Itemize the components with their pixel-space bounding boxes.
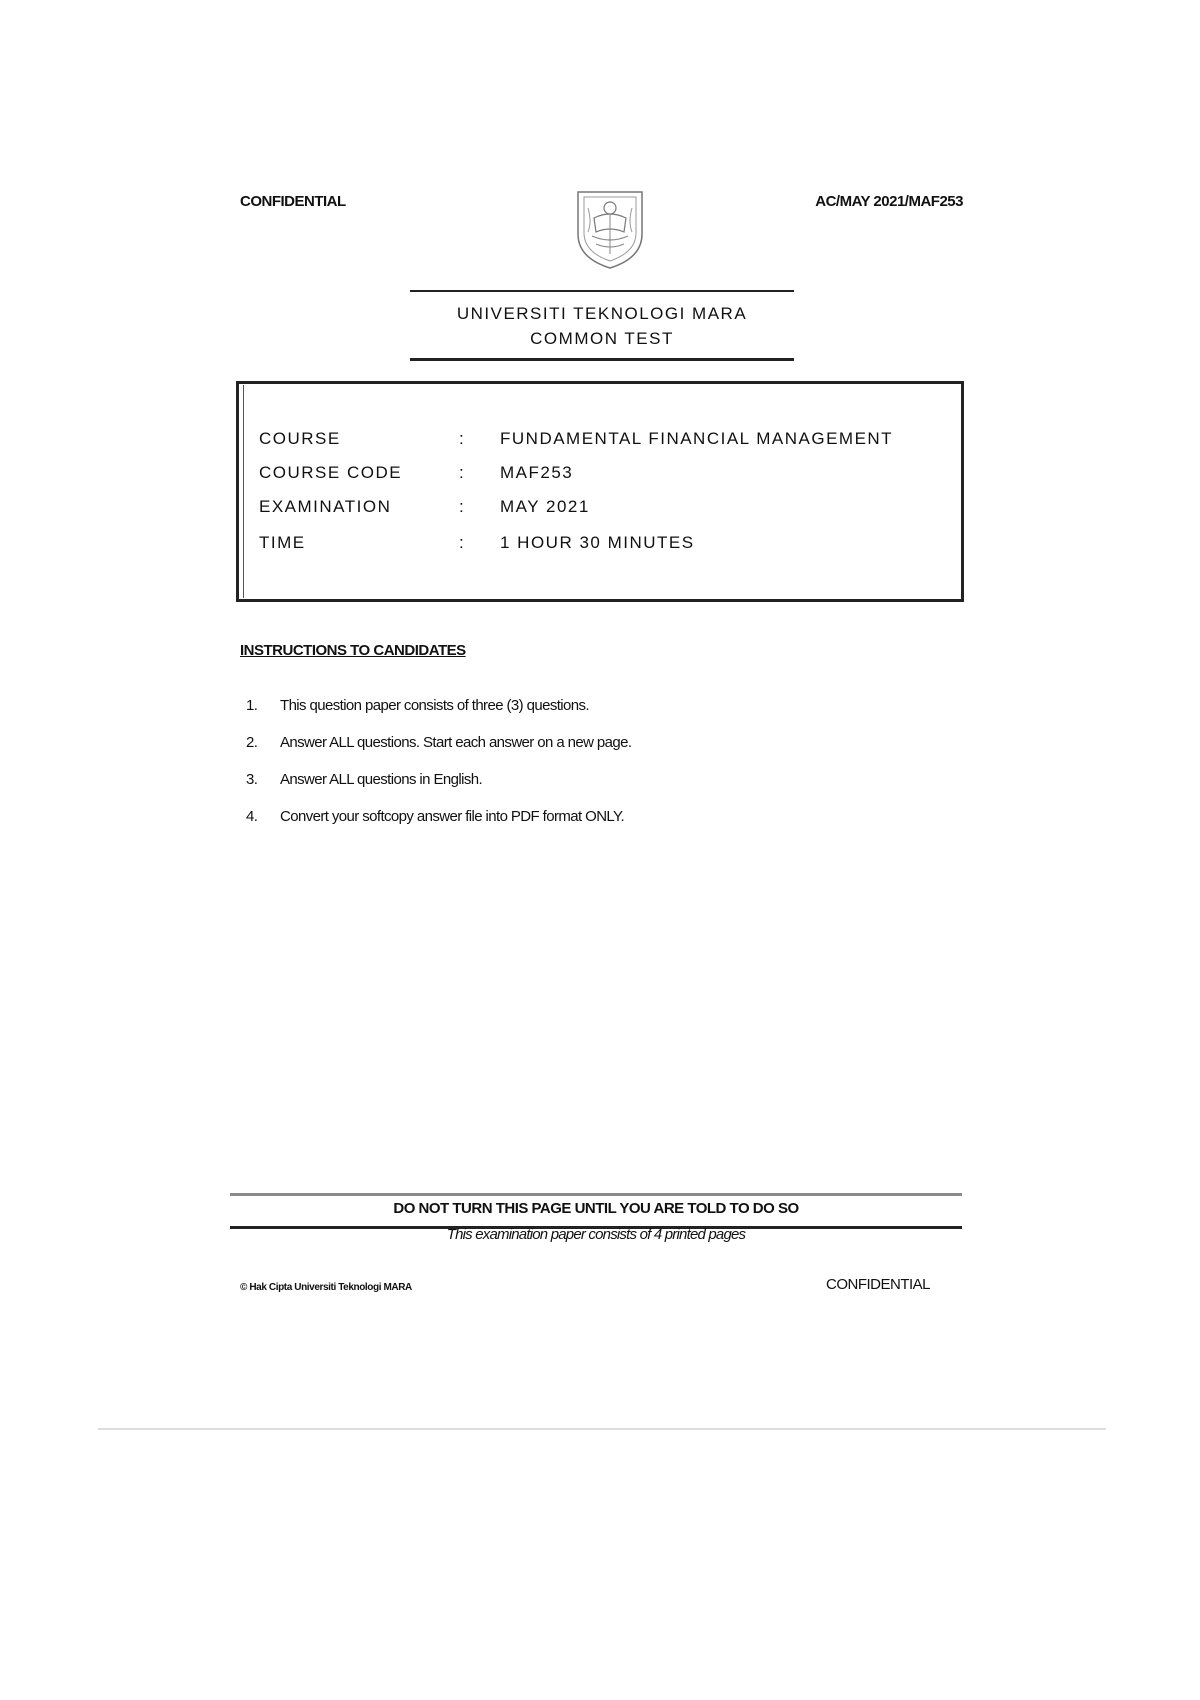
footer-rule-top: [230, 1193, 962, 1196]
course-info-box: [236, 381, 964, 602]
university-name: UNIVERSITI TEKNOLOGI MARA: [456, 304, 748, 323]
instruction-number: 1.: [246, 697, 258, 714]
course-separator: :: [459, 429, 466, 448]
time-row: [259, 533, 949, 561]
instruction-item: [246, 734, 946, 756]
title-rule-top: [410, 290, 794, 292]
university-title-block: [410, 301, 794, 351]
university-crest-icon: [574, 188, 646, 272]
instruction-text: Answer ALL questions. Start each answer on a new page.: [280, 734, 632, 751]
course-row: [259, 429, 949, 457]
instruction-text: Convert your softcopy answer file into PDF format ONLY.: [280, 808, 625, 825]
test-type: COMMON TEST: [530, 329, 674, 348]
copyright-notice: © Hak Cipta Universiti Teknologi MARA: [240, 1282, 412, 1293]
time-value: 1 HOUR 30 MINUTES: [500, 533, 695, 552]
instruction-number: 4.: [246, 808, 258, 825]
examination-row: [259, 497, 949, 525]
footer-pages-note: This examination paper consists of 4 printed pages: [446, 1226, 746, 1243]
examination-label: EXAMINATION: [259, 497, 392, 516]
course-info-box-inner-line: [243, 385, 244, 598]
instruction-number: 3.: [246, 771, 258, 788]
instruction-text: This question paper consists of three (3) questions.: [280, 697, 589, 714]
instruction-number: 2.: [246, 734, 258, 751]
footer-warning: DO NOT TURN THIS PAGE UNTIL YOU ARE TOLD TO DO SO: [393, 1200, 799, 1217]
course-label: COURSE: [259, 429, 341, 448]
course-code-value: MAF253: [500, 463, 574, 482]
footer-confidential: CONFIDENTIAL: [825, 1276, 930, 1293]
instruction-item: [246, 808, 946, 830]
course-code-separator: :: [459, 463, 466, 482]
page-divider: [98, 1428, 1106, 1430]
header-confidential: CONFIDENTIAL: [240, 193, 346, 210]
instructions-heading: INSTRUCTIONS TO CANDIDATES: [240, 642, 466, 659]
course-code-label: COURSE CODE: [259, 463, 403, 482]
title-rule-bottom: [410, 358, 794, 361]
course-code-row: [259, 463, 949, 491]
instruction-item: [246, 771, 946, 793]
instruction-item: [246, 697, 946, 719]
time-separator: :: [459, 533, 466, 552]
instruction-text: Answer ALL questions in English.: [280, 771, 483, 788]
examination-separator: :: [459, 497, 466, 516]
time-label: TIME: [259, 533, 306, 552]
course-value: FUNDAMENTAL FINANCIAL MANAGEMENT: [500, 429, 894, 448]
header-paper-code: AC/MAY 2021/MAF253: [815, 193, 963, 210]
examination-value: MAY 2021: [500, 497, 590, 516]
